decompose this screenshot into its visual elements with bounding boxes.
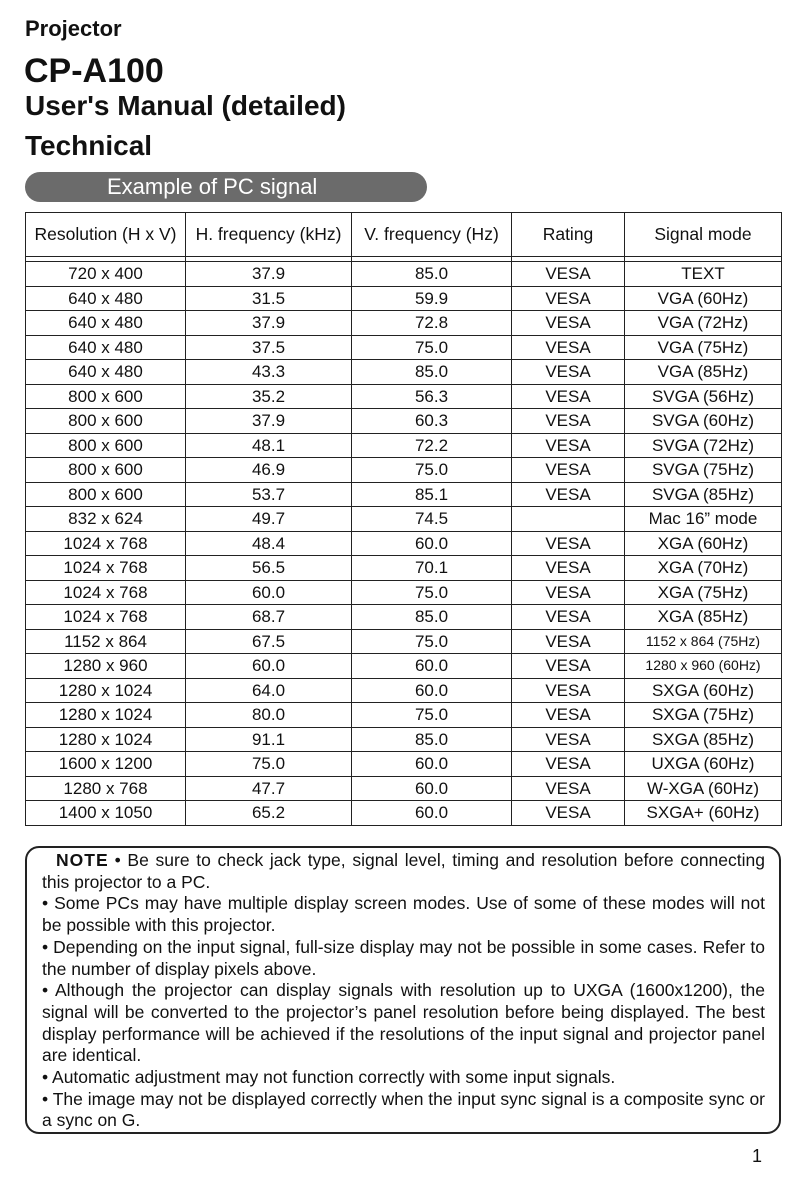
cell-rating: VESA bbox=[512, 605, 625, 630]
cell-v-frequency: 59.9 bbox=[352, 286, 512, 311]
cell-rating bbox=[512, 507, 625, 532]
table-row bbox=[26, 678, 782, 703]
pc-signal-table bbox=[25, 212, 782, 826]
table-row bbox=[26, 703, 782, 728]
cell-rating: VESA bbox=[512, 703, 625, 728]
cell-v-frequency: 75.0 bbox=[352, 580, 512, 605]
table-row bbox=[26, 335, 782, 360]
cell-rating: VESA bbox=[512, 580, 625, 605]
cell-signal-mode: VGA (60Hz) bbox=[625, 286, 782, 311]
cell-rating: VESA bbox=[512, 678, 625, 703]
cell-rating: VESA bbox=[512, 801, 625, 826]
cell-resolution: 1600 x 1200 bbox=[26, 752, 186, 777]
section-banner bbox=[25, 172, 427, 202]
cell-rating: VESA bbox=[512, 776, 625, 801]
cell-rating: VESA bbox=[512, 727, 625, 752]
cell-resolution: 640 x 480 bbox=[26, 360, 186, 385]
cell-resolution: 1280 x 960 bbox=[26, 654, 186, 679]
header-rating: Rating bbox=[512, 213, 625, 257]
header-signal-mode: Signal mode bbox=[625, 213, 782, 257]
note-item: • Although the projector can display signals with resolution up to UXGA (1600x1200), the signal will be converted to the projector’s panel resolution before being displayed. The best display performance will be achieved if the resolutions of the input signal and projector panel are identical. bbox=[42, 980, 765, 1066]
table-body bbox=[26, 262, 782, 826]
cell-rating: VESA bbox=[512, 752, 625, 777]
cell-signal-mode: SXGA+ (60Hz) bbox=[625, 801, 782, 826]
cell-h-frequency: 48.1 bbox=[186, 433, 352, 458]
cell-v-frequency: 75.0 bbox=[352, 703, 512, 728]
cell-signal-mode: SXGA (75Hz) bbox=[625, 703, 782, 728]
cell-h-frequency: 48.4 bbox=[186, 531, 352, 556]
header-v-frequency: V. frequency (Hz) bbox=[352, 213, 512, 257]
cell-v-frequency: 60.0 bbox=[352, 776, 512, 801]
cell-v-frequency: 75.0 bbox=[352, 458, 512, 483]
table-row bbox=[26, 727, 782, 752]
cell-v-frequency: 75.0 bbox=[352, 629, 512, 654]
cell-signal-mode: VGA (85Hz) bbox=[625, 360, 782, 385]
cell-signal-mode: VGA (72Hz) bbox=[625, 311, 782, 336]
cell-signal-mode: VGA (75Hz) bbox=[625, 335, 782, 360]
cell-h-frequency: 46.9 bbox=[186, 458, 352, 483]
cell-rating: VESA bbox=[512, 335, 625, 360]
cell-resolution: 640 x 480 bbox=[26, 335, 186, 360]
page-number: 1 bbox=[752, 1146, 763, 1166]
cell-h-frequency: 37.5 bbox=[186, 335, 352, 360]
cell-resolution: 640 x 480 bbox=[26, 311, 186, 336]
cell-resolution: 800 x 600 bbox=[26, 458, 186, 483]
note-label: NOTE bbox=[56, 850, 109, 870]
section-title: Technical bbox=[25, 130, 153, 161]
table-row bbox=[26, 654, 782, 679]
cell-rating: VESA bbox=[512, 531, 625, 556]
cell-v-frequency: 60.3 bbox=[352, 409, 512, 434]
cell-h-frequency: 53.7 bbox=[186, 482, 352, 507]
cell-v-frequency: 72.8 bbox=[352, 311, 512, 336]
cell-rating: VESA bbox=[512, 409, 625, 434]
cell-signal-mode: W-XGA (60Hz) bbox=[625, 776, 782, 801]
table-row bbox=[26, 311, 782, 336]
cell-rating: VESA bbox=[512, 311, 625, 336]
table-row bbox=[26, 507, 782, 532]
cell-resolution: 1400 x 1050 bbox=[26, 801, 186, 826]
cell-resolution: 1280 x 768 bbox=[26, 776, 186, 801]
cell-h-frequency: 65.2 bbox=[186, 801, 352, 826]
cell-resolution: 640 x 480 bbox=[26, 286, 186, 311]
cell-v-frequency: 85.1 bbox=[352, 482, 512, 507]
cell-h-frequency: 31.5 bbox=[186, 286, 352, 311]
cell-signal-mode: SVGA (60Hz) bbox=[625, 409, 782, 434]
cell-v-frequency: 85.0 bbox=[352, 605, 512, 630]
cell-resolution: 720 x 400 bbox=[26, 262, 186, 287]
cell-rating: VESA bbox=[512, 556, 625, 581]
cell-h-frequency: 67.5 bbox=[186, 629, 352, 654]
note-box bbox=[25, 846, 781, 1134]
cell-signal-mode: SXGA (85Hz) bbox=[625, 727, 782, 752]
cell-h-frequency: 49.7 bbox=[186, 507, 352, 532]
note-item: • Automatic adjustment may not function correctly with some input signals. bbox=[42, 1067, 616, 1088]
table-row bbox=[26, 458, 782, 483]
cell-rating: VESA bbox=[512, 433, 625, 458]
cell-v-frequency: 85.0 bbox=[352, 360, 512, 385]
cell-resolution: 800 x 600 bbox=[26, 384, 186, 409]
cell-signal-mode: Mac 16” mode bbox=[625, 507, 782, 532]
cell-resolution: 1024 x 768 bbox=[26, 531, 186, 556]
product-label: Projector bbox=[25, 16, 122, 41]
model-title: CP-A100 bbox=[24, 52, 164, 90]
cell-h-frequency: 91.1 bbox=[186, 727, 352, 752]
cell-signal-mode: SXGA (60Hz) bbox=[625, 678, 782, 703]
section-banner-label: Example of PC signal bbox=[107, 174, 318, 199]
header-h-frequency: H. frequency (kHz) bbox=[186, 213, 352, 257]
cell-v-frequency: 74.5 bbox=[352, 507, 512, 532]
cell-v-frequency: 60.0 bbox=[352, 752, 512, 777]
cell-h-frequency: 56.5 bbox=[186, 556, 352, 581]
cell-h-frequency: 37.9 bbox=[186, 262, 352, 287]
cell-h-frequency: 37.9 bbox=[186, 409, 352, 434]
manual-title: User's Manual (detailed) bbox=[25, 90, 346, 121]
cell-signal-mode: 1280 x 960 (60Hz) bbox=[625, 654, 782, 679]
cell-v-frequency: 60.0 bbox=[352, 801, 512, 826]
note-item: • Depending on the input signal, full-size display may not be possible in some cases. Refer to the number of display pixels above. bbox=[42, 936, 765, 979]
note-item bbox=[42, 850, 765, 893]
cell-resolution: 1024 x 768 bbox=[26, 580, 186, 605]
cell-h-frequency: 64.0 bbox=[186, 678, 352, 703]
table-row bbox=[26, 629, 782, 654]
cell-signal-mode: XGA (85Hz) bbox=[625, 605, 782, 630]
cell-signal-mode: XGA (75Hz) bbox=[625, 580, 782, 605]
note-item: • The image may not be displayed correctly when the input sync signal is a composite sync or a sync on G. bbox=[42, 1088, 765, 1131]
cell-h-frequency: 75.0 bbox=[186, 752, 352, 777]
cell-v-frequency: 60.0 bbox=[352, 678, 512, 703]
cell-signal-mode: TEXT bbox=[625, 262, 782, 287]
table-row bbox=[26, 801, 782, 826]
cell-v-frequency: 72.2 bbox=[352, 433, 512, 458]
cell-signal-mode: XGA (70Hz) bbox=[625, 556, 782, 581]
cell-resolution: 1024 x 768 bbox=[26, 605, 186, 630]
cell-signal-mode: 1152 x 864 (75Hz) bbox=[625, 629, 782, 654]
table-row bbox=[26, 262, 782, 287]
cell-resolution: 800 x 600 bbox=[26, 409, 186, 434]
table-row bbox=[26, 360, 782, 385]
cell-h-frequency: 80.0 bbox=[186, 703, 352, 728]
note-item: • Some PCs may have multiple display screen modes. Use of some of these modes will not be possible with this projector. bbox=[42, 893, 765, 936]
cell-h-frequency: 68.7 bbox=[186, 605, 352, 630]
table-row bbox=[26, 752, 782, 777]
cell-v-frequency: 85.0 bbox=[352, 262, 512, 287]
cell-rating: VESA bbox=[512, 482, 625, 507]
table-row bbox=[26, 556, 782, 581]
cell-rating: VESA bbox=[512, 262, 625, 287]
table-row bbox=[26, 580, 782, 605]
table-row bbox=[26, 286, 782, 311]
cell-rating: VESA bbox=[512, 458, 625, 483]
table-row bbox=[26, 776, 782, 801]
table-row bbox=[26, 531, 782, 556]
table-row bbox=[26, 409, 782, 434]
cell-v-frequency: 75.0 bbox=[352, 335, 512, 360]
cell-signal-mode: SVGA (56Hz) bbox=[625, 384, 782, 409]
cell-signal-mode: SVGA (75Hz) bbox=[625, 458, 782, 483]
cell-h-frequency: 60.0 bbox=[186, 654, 352, 679]
table-row bbox=[26, 384, 782, 409]
cell-rating: VESA bbox=[512, 654, 625, 679]
cell-v-frequency: 60.0 bbox=[352, 531, 512, 556]
cell-rating: VESA bbox=[512, 384, 625, 409]
table-row bbox=[26, 433, 782, 458]
table-row bbox=[26, 605, 782, 630]
cell-h-frequency: 43.3 bbox=[186, 360, 352, 385]
cell-resolution: 1152 x 864 bbox=[26, 629, 186, 654]
cell-h-frequency: 37.9 bbox=[186, 311, 352, 336]
cell-resolution: 1024 x 768 bbox=[26, 556, 186, 581]
cell-rating: VESA bbox=[512, 286, 625, 311]
cell-signal-mode: UXGA (60Hz) bbox=[625, 752, 782, 777]
note-text: • Be sure to check jack type, signal level, timing and resolution before connecting this projector to a PC. bbox=[42, 850, 765, 892]
cell-h-frequency: 47.7 bbox=[186, 776, 352, 801]
cell-resolution: 1280 x 1024 bbox=[26, 703, 186, 728]
cell-signal-mode: SVGA (85Hz) bbox=[625, 482, 782, 507]
cell-resolution: 1280 x 1024 bbox=[26, 678, 186, 703]
cell-h-frequency: 35.2 bbox=[186, 384, 352, 409]
cell-v-frequency: 85.0 bbox=[352, 727, 512, 752]
table-header-row bbox=[26, 213, 782, 257]
cell-signal-mode: XGA (60Hz) bbox=[625, 531, 782, 556]
cell-signal-mode: SVGA (72Hz) bbox=[625, 433, 782, 458]
cell-v-frequency: 70.1 bbox=[352, 556, 512, 581]
cell-rating: VESA bbox=[512, 360, 625, 385]
table-row bbox=[26, 482, 782, 507]
header-resolution: Resolution (H x V) bbox=[26, 213, 186, 257]
cell-v-frequency: 56.3 bbox=[352, 384, 512, 409]
cell-v-frequency: 60.0 bbox=[352, 654, 512, 679]
cell-resolution: 800 x 600 bbox=[26, 482, 186, 507]
cell-resolution: 1280 x 1024 bbox=[26, 727, 186, 752]
cell-rating: VESA bbox=[512, 629, 625, 654]
cell-h-frequency: 60.0 bbox=[186, 580, 352, 605]
cell-resolution: 800 x 600 bbox=[26, 433, 186, 458]
cell-resolution: 832 x 624 bbox=[26, 507, 186, 532]
